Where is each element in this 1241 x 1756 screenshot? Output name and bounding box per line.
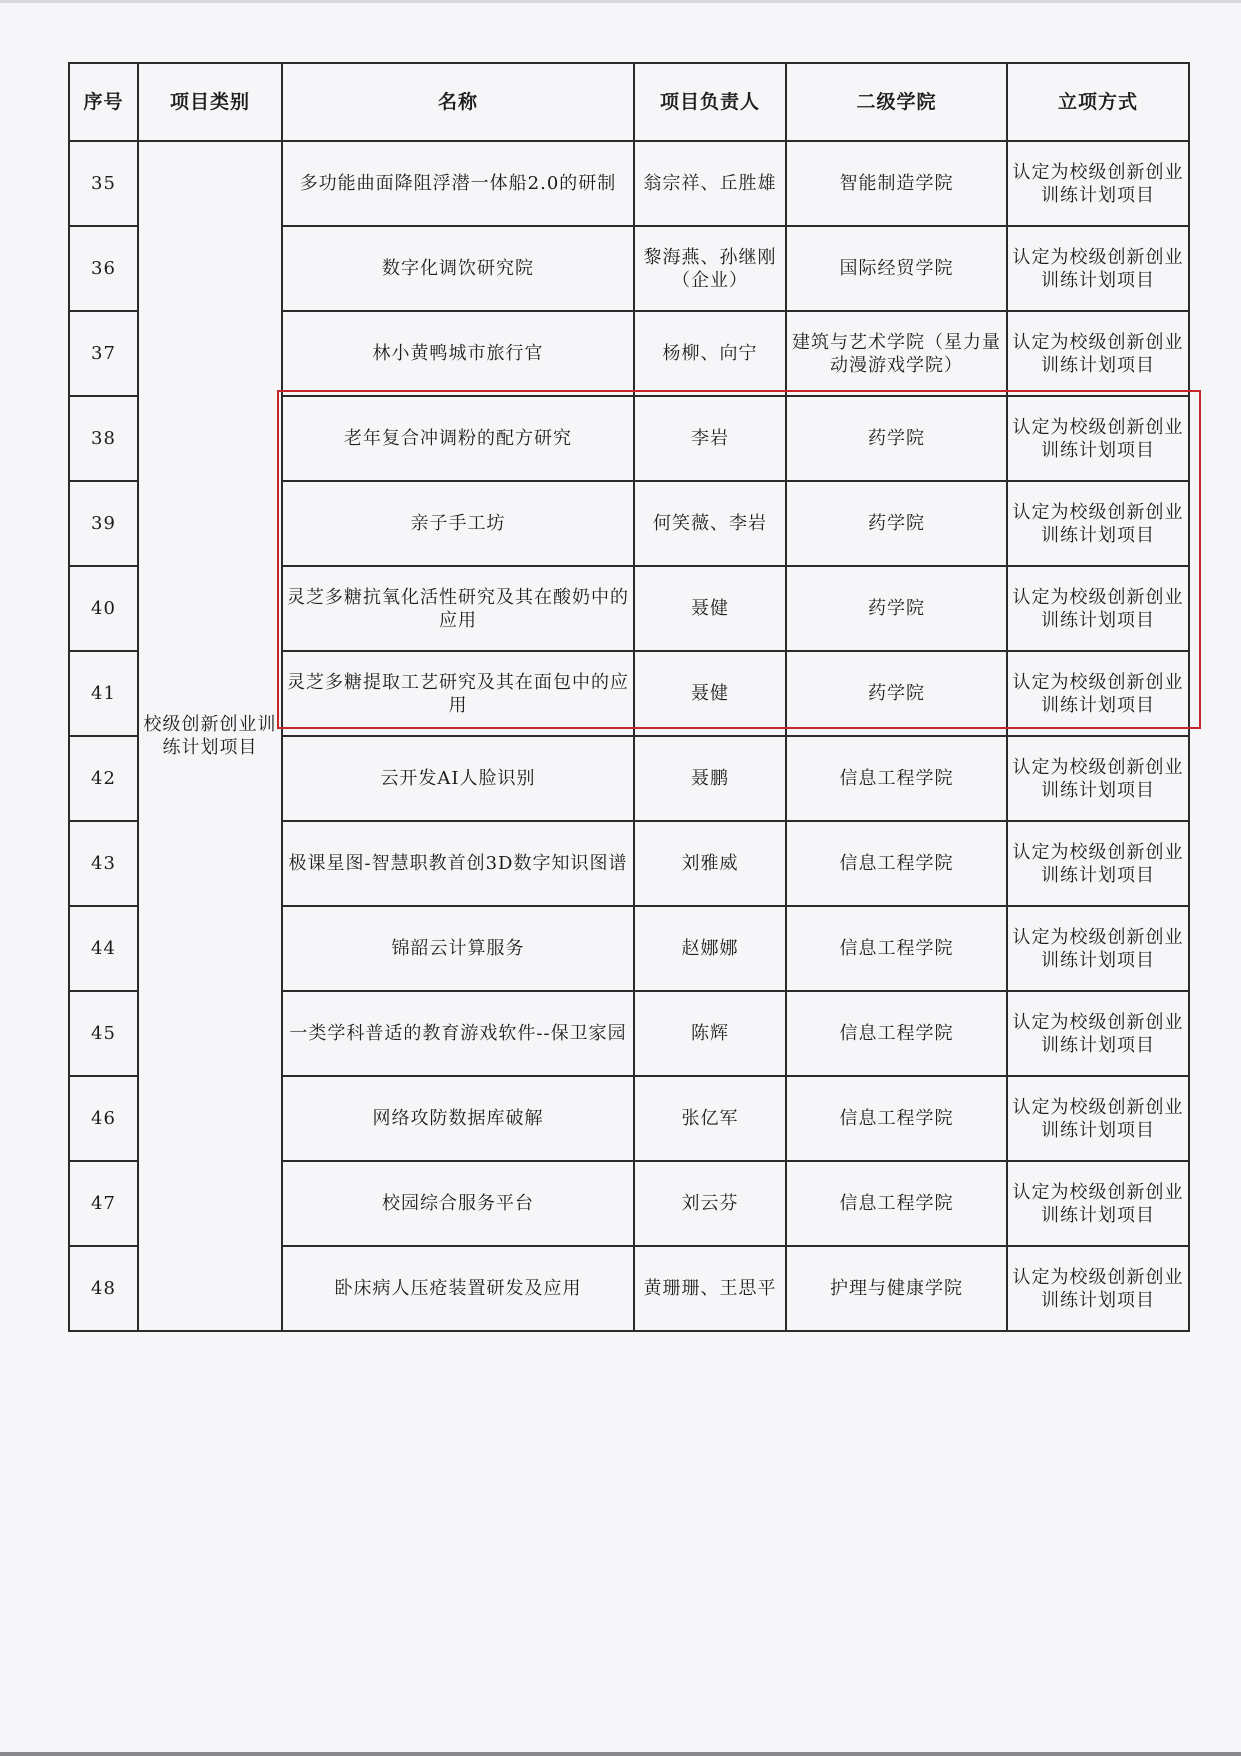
cell-leader: 刘云芬 bbox=[634, 1161, 786, 1246]
cell-college: 建筑与艺术学院（星力量动漫游戏学院） bbox=[786, 311, 1007, 396]
cell-no: 35 bbox=[69, 141, 138, 226]
page-edge-bottom bbox=[0, 1752, 1241, 1756]
cell-college: 信息工程学院 bbox=[786, 906, 1007, 991]
cell-method: 认定为校级创新创业训练计划项目 bbox=[1007, 1161, 1189, 1246]
cell-name: 老年复合冲调粉的配方研究 bbox=[282, 396, 634, 481]
cell-name: 多功能曲面降阻浮潜一体船2.0的研制 bbox=[282, 141, 634, 226]
cell-leader: 陈辉 bbox=[634, 991, 786, 1076]
cell-college: 信息工程学院 bbox=[786, 736, 1007, 821]
cell-method: 认定为校级创新创业训练计划项目 bbox=[1007, 906, 1189, 991]
cell-leader: 张亿军 bbox=[634, 1076, 786, 1161]
header-row bbox=[69, 63, 1189, 141]
cell-name: 亲子手工坊 bbox=[282, 481, 634, 566]
cell-name: 灵芝多糖提取工艺研究及其在面包中的应用 bbox=[282, 651, 634, 736]
cell-name: 一类学科普适的教育游戏软件--保卫家园 bbox=[282, 991, 634, 1076]
cell-name: 数字化调饮研究院 bbox=[282, 226, 634, 311]
cell-method: 认定为校级创新创业训练计划项目 bbox=[1007, 651, 1189, 736]
cell-name: 林小黄鸭城市旅行官 bbox=[282, 311, 634, 396]
cell-name: 灵芝多糖抗氧化活性研究及其在酸奶中的应用 bbox=[282, 566, 634, 651]
cell-method: 认定为校级创新创业训练计划项目 bbox=[1007, 396, 1189, 481]
cell-no: 40 bbox=[69, 566, 138, 651]
header-name: 名称 bbox=[282, 63, 634, 141]
cell-name: 卧床病人压疮装置研发及应用 bbox=[282, 1246, 634, 1331]
cell-no: 39 bbox=[69, 481, 138, 566]
cell-no: 48 bbox=[69, 1246, 138, 1331]
page-edge-top bbox=[0, 0, 1241, 3]
cell-college: 信息工程学院 bbox=[786, 1161, 1007, 1246]
header-method: 立项方式 bbox=[1007, 63, 1189, 141]
cell-no: 45 bbox=[69, 991, 138, 1076]
cell-method: 认定为校级创新创业训练计划项目 bbox=[1007, 226, 1189, 311]
cell-name: 锦韶云计算服务 bbox=[282, 906, 634, 991]
cell-method: 认定为校级创新创业训练计划项目 bbox=[1007, 1246, 1189, 1331]
cell-college: 药学院 bbox=[786, 651, 1007, 736]
cell-name: 网络攻防数据库破解 bbox=[282, 1076, 634, 1161]
cell-leader: 何笑薇、李岩 bbox=[634, 481, 786, 566]
cell-method: 认定为校级创新创业训练计划项目 bbox=[1007, 141, 1189, 226]
cell-method: 认定为校级创新创业训练计划项目 bbox=[1007, 1076, 1189, 1161]
cell-college: 国际经贸学院 bbox=[786, 226, 1007, 311]
cell-college: 信息工程学院 bbox=[786, 1076, 1007, 1161]
cell-method: 认定为校级创新创业训练计划项目 bbox=[1007, 481, 1189, 566]
header-category: 项目类别 bbox=[138, 63, 282, 141]
cell-no: 38 bbox=[69, 396, 138, 481]
cell-college: 护理与健康学院 bbox=[786, 1246, 1007, 1331]
cell-method: 认定为校级创新创业训练计划项目 bbox=[1007, 821, 1189, 906]
cell-name: 云开发AI人脸识别 bbox=[282, 736, 634, 821]
cell-method: 认定为校级创新创业训练计划项目 bbox=[1007, 991, 1189, 1076]
cell-leader: 黎海燕、孙继刚（企业） bbox=[634, 226, 786, 311]
cell-leader: 翁宗祥、丘胜雄 bbox=[634, 141, 786, 226]
cell-leader: 赵娜娜 bbox=[634, 906, 786, 991]
header-college: 二级学院 bbox=[786, 63, 1007, 141]
header-leader: 项目负责人 bbox=[634, 63, 786, 141]
cell-college: 药学院 bbox=[786, 481, 1007, 566]
cell-method: 认定为校级创新创业训练计划项目 bbox=[1007, 566, 1189, 651]
cell-no: 42 bbox=[69, 736, 138, 821]
cell-name: 极课星图-智慧职教首创3D数字知识图谱 bbox=[282, 821, 634, 906]
cell-leader: 黄珊珊、王思平 bbox=[634, 1246, 786, 1331]
cell-college: 信息工程学院 bbox=[786, 821, 1007, 906]
cell-leader: 聂健 bbox=[634, 566, 786, 651]
cell-no: 47 bbox=[69, 1161, 138, 1246]
cell-college: 药学院 bbox=[786, 396, 1007, 481]
cell-no: 37 bbox=[69, 311, 138, 396]
header-no: 序号 bbox=[69, 63, 138, 141]
cell-leader: 刘雅威 bbox=[634, 821, 786, 906]
cell-college: 信息工程学院 bbox=[786, 991, 1007, 1076]
cell-method: 认定为校级创新创业训练计划项目 bbox=[1007, 736, 1189, 821]
cell-no: 36 bbox=[69, 226, 138, 311]
cell-leader: 聂健 bbox=[634, 651, 786, 736]
cell-method: 认定为校级创新创业训练计划项目 bbox=[1007, 311, 1189, 396]
cell-no: 41 bbox=[69, 651, 138, 736]
project-table bbox=[68, 62, 1190, 1332]
cell-no: 44 bbox=[69, 906, 138, 991]
cell-leader: 杨柳、向宁 bbox=[634, 311, 786, 396]
cell-no: 43 bbox=[69, 821, 138, 906]
cell-leader: 李岩 bbox=[634, 396, 786, 481]
cell-category-merged: 校级创新创业训练计划项目 bbox=[138, 141, 282, 1331]
cell-no: 46 bbox=[69, 1076, 138, 1161]
cell-college: 药学院 bbox=[786, 566, 1007, 651]
table-row bbox=[69, 141, 1189, 226]
cell-college: 智能制造学院 bbox=[786, 141, 1007, 226]
cell-leader: 聂鹏 bbox=[634, 736, 786, 821]
cell-name: 校园综合服务平台 bbox=[282, 1161, 634, 1246]
